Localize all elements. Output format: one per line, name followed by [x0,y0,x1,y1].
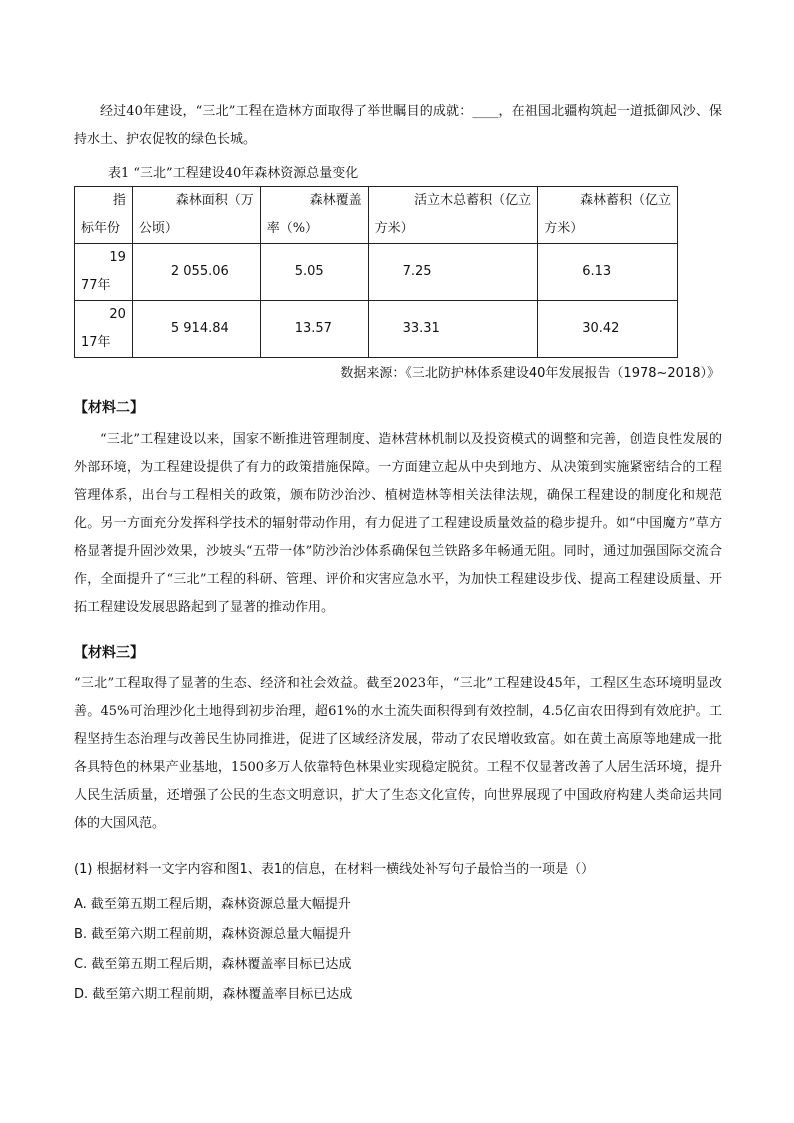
forest-coverage-cell: 5.05 [260,244,368,301]
option-c[interactable]: C. 截至第五期工程后期，森林覆盖率目标已达成 [74,957,352,972]
option-a[interactable]: A. 截至第五期工程后期，森林资源总量大幅提升 [74,897,351,912]
material3-paragraph: “三北”工程取得了显著的生态、经济和社会效益。截至2023年，“三北”工程建设45年，工程区生态环境明显改善。45%可治理沙化土地得到初步治理，超61%的水土流失面积得到有效控制，4.5亿亩农田得到有效庇护。工程坚持生态治理与改善民生协同推进，促进了区域经济发展，带动了农民增收致富。如在黄土高原等地建成一批各具特色的林果产业基地，1500多万人依靠特色林果业实现稳定脱贫。工程不仅显著改善了人居生活环境，提升人民生活质量，还增强了公民的生态文明意识，扩大了生态文化宣传，向世界展现了中国政府构建人类命运共同体的大国风范。 [74,676,722,831]
year-cell: 19 77年 [75,244,133,301]
answer-options [74,890,352,1010]
header-forest-stock: 森林蓄积（亿立 方米） [538,187,678,244]
table-caption: 表1 “三北”工程建设40年森林资源总量变化 [108,166,359,181]
forest-coverage-cell: 13.57 [260,301,368,358]
forest-area-cell: 5 914.84 [132,301,260,358]
header-standing-stock: 活立木总蓄积（亿立 方米） [368,187,538,244]
standing-stock-cell: 7.25 [368,244,538,301]
table-header-row [75,187,678,244]
forest-stock-cell: 30.42 [538,301,678,358]
forest-resource-table [74,186,678,358]
question-stem: (1) 根据材料一文字内容和图1、表1的信息，在材料一横线处补写句子最恰当的一项是（） [74,862,595,877]
material2-paragraph: “三北”工程建设以来，国家不断推进管理制度、造林营林机制以及投资模式的调整和完善，创造良性发展的外部环境，为工程建设提供了有力的政策措施保障。一方面建立起从中央到地方、从决策到实施紧密结合的工程管理体系，出台与工程相关的政策，颁布防沙治沙、植树造林等相关法律法规，确保工程建设的制度化和规范化。另一方面充分发挥科学技术的辐射带动作用，有力促进了工程建设质量效益的稳步提升。如“中国魔方”草方格显著提升固沙效果，沙坡头“五带一体”防沙治沙体系确保包兰铁路多年畅通无阻。同时，通过加强国际交流合作，全面提升了“三北”工程的科研、管理、评价和灾害应急水平，为加快工程建设步伐、提高工程建设质量、开拓工程建设发展思路起到了显著的推动作用。 [74,432,722,615]
option-b[interactable]: B. 截至第六期工程前期，森林资源总量大幅提升 [74,927,352,942]
intro-paragraph: 经过40年建设，“三北”工程在造林方面取得了举世瞩目的成就：____，在祖国北疆构筑起一道抵御风沙、保持水土、护农促牧的绿色长城。 [74,104,722,147]
forest-area-cell: 2 055.06 [132,244,260,301]
option-d[interactable]: D. 截至第六期工程前期，森林覆盖率目标已达成 [74,987,353,1002]
year-cell: 20 17年 [75,301,133,358]
standing-stock-cell: 33.31 [368,301,538,358]
header-forest-area: 森林面积（万 公顷） [132,187,260,244]
data-source-note: 数据来源：《三北防护林体系建设40年发展报告（1978~2018）》 [340,366,720,381]
table-row [75,301,678,358]
material3-heading: 【材料三】 [74,645,144,661]
table-row [75,244,678,301]
material2-heading: 【材料二】 [74,400,144,416]
forest-stock-cell: 6.13 [538,244,678,301]
header-forest-coverage: 森林覆盖 率（%） [260,187,368,244]
header-corner-cell: 指 标年份 [75,187,133,244]
